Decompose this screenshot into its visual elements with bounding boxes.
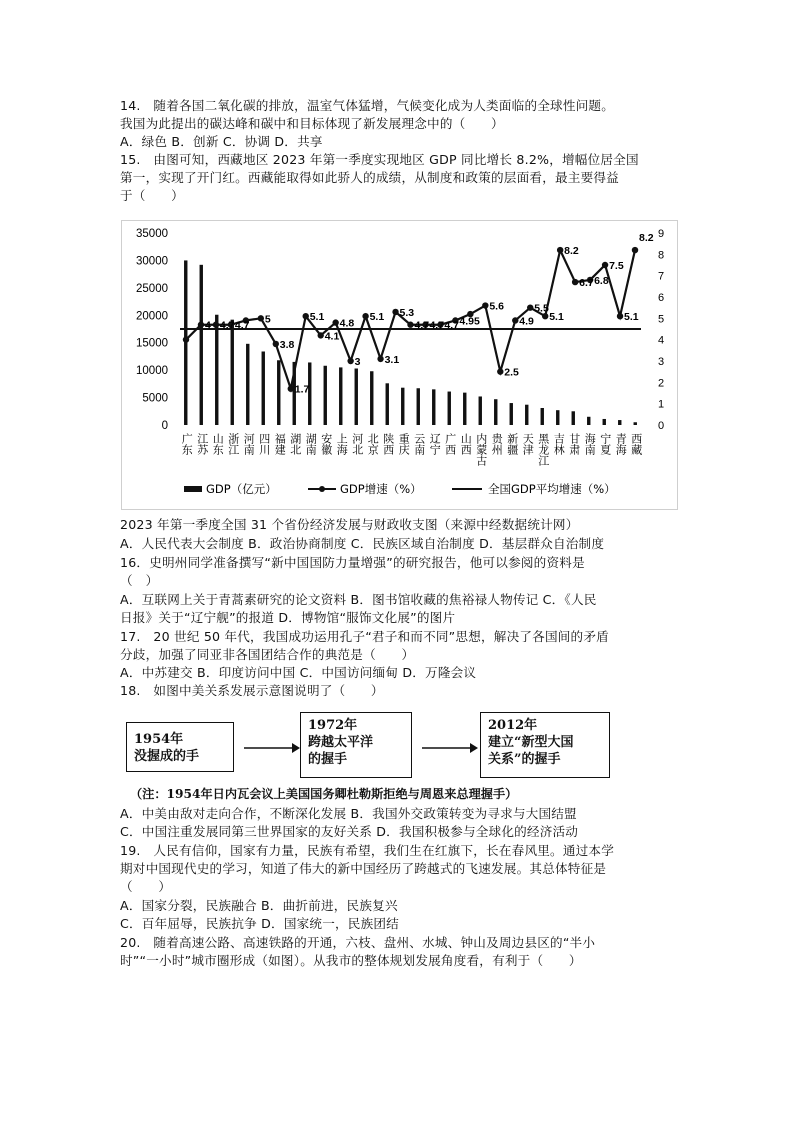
gdp-bar — [463, 393, 466, 425]
q19-option-cd: C．百年屈辱，民族抗争 D．国家统一，民族团结 — [120, 916, 399, 931]
gdp-growth-point — [407, 322, 413, 328]
gdp-growth-data-label: 4.95 — [459, 315, 480, 328]
gdp-growth-point — [318, 332, 324, 338]
y-right-tick-label: 2 — [657, 377, 665, 390]
gdp-bar — [417, 388, 420, 425]
gdp-growth-point — [273, 341, 279, 347]
gdp-chart — [121, 220, 678, 510]
category-label: 吉林 — [552, 433, 566, 455]
category-label: 北京 — [366, 433, 380, 455]
q17-line1: 17. 20 世纪 50 年代，我国成功运用孔子“君子和而不同”思想，解决了各国间的矛盾 — [120, 629, 609, 644]
legend-gdp-label: GDP（亿元） — [206, 482, 277, 496]
gdp-growth-point — [213, 322, 219, 328]
category-label: 海南 — [583, 433, 597, 455]
gdp-growth-point — [557, 247, 563, 253]
category-label: 湖北 — [288, 433, 302, 455]
category-label: 西藏 — [629, 433, 643, 455]
q17-line2: 分歧，加强了同亚非各国团结合作的典范是（ ） — [120, 647, 415, 662]
y-right-tick-label: 6 — [657, 292, 665, 304]
gdp-growth-point — [632, 247, 638, 253]
q14-line1: 14. 随着各国二氧化碳的排放，温室气体猛增，气候变化成为人类面临的全球性问题。 — [120, 98, 614, 113]
q15-options: A．人民代表大会制度 B．政治协商制度 C．民族区域自治制度 D．基层群众自治制度 — [120, 536, 605, 551]
gdp-growth-point — [497, 368, 503, 374]
gdp-bar — [277, 360, 280, 425]
q15-line3: 于（ ） — [120, 188, 184, 203]
gdp-bar — [587, 417, 590, 425]
y-right-tick-label: 0 — [657, 420, 665, 432]
flow-box-1972-text1: 跨越太平洋 — [308, 735, 374, 750]
q20-line1: 20. 随着高速公路、高速铁路的开通，六枝、盘州、水城、钟山及周边县区的“半小 — [120, 935, 596, 950]
q14-line2: 我国为此提出的碳达峰和碳中和目标体现了新发展理念中的（ ） — [120, 116, 504, 131]
gdp-growth-data-label: 5.1 — [309, 311, 325, 324]
category-label: 河北 — [350, 433, 364, 455]
category-label: 陕西 — [381, 433, 395, 455]
gdp-growth-point — [512, 317, 518, 323]
gdp-bar — [494, 399, 497, 425]
gdp-growth-point — [527, 304, 533, 310]
y-left-tick-label: 10000 — [136, 365, 168, 378]
q17-options: A．中苏建交 B．印度访问中国 C．中国访问缅甸 D．万隆会议 — [120, 665, 477, 680]
flow-box-2012 — [480, 712, 610, 778]
gdp-bar — [386, 383, 389, 425]
gdp-bar — [339, 367, 342, 425]
gdp-growth-data-label: 3 — [354, 356, 361, 368]
gdp-bar — [246, 344, 249, 425]
y-left-tick-label: 35000 — [136, 228, 168, 240]
gdp-growth-point — [183, 336, 189, 342]
y-right-tick-label: 5 — [657, 313, 665, 326]
category-label: 内蒙古 — [474, 433, 488, 466]
y-left-tick-label: 20000 — [136, 310, 168, 323]
category-label: 黑龙江 — [536, 433, 550, 466]
flow-box-2012-text1: 建立“新型大国 — [488, 735, 574, 750]
gdp-growth-point — [617, 313, 623, 319]
q15-line2: 第一，实现了开门红。西藏能取得如此骄人的成绩，从制度和政策的层面看，最主要得益 — [120, 170, 619, 185]
y-right-tick-label: 9 — [657, 228, 665, 240]
gdp-chart-svg — [122, 221, 677, 509]
q14-options: A．绿色 B．创新 C．协调 D．共享 — [120, 134, 323, 149]
gdp-growth-point — [288, 386, 294, 392]
gdp-growth-point — [392, 309, 398, 315]
category-label: 山东 — [211, 433, 225, 455]
gdp-growth-data-label: 1.7 — [294, 383, 310, 396]
gdp-bar — [262, 351, 265, 425]
y-right-tick-label: 7 — [657, 270, 665, 283]
flow-arrow-2 — [422, 742, 478, 754]
y-left-tick-label: 30000 — [136, 255, 168, 268]
category-label: 上海 — [335, 433, 349, 455]
gdp-growth-data-label: 5.1 — [549, 311, 564, 324]
category-label: 江苏 — [195, 433, 209, 455]
category-label: 四川 — [257, 433, 271, 455]
y-left-tick-label: 25000 — [136, 282, 168, 295]
gdp-bar — [215, 315, 218, 425]
gdp-growth-data-label: 8.2 — [564, 245, 579, 258]
gdp-growth-data-label: 4.9 — [519, 315, 534, 328]
gdp-growth-point — [572, 279, 578, 285]
flow-box-2012-year: 2012年 — [488, 718, 538, 733]
gdp-growth-data-label: 6.8 — [594, 274, 609, 287]
gdp-bar — [525, 405, 528, 425]
y-left-tick-label: 0 — [161, 420, 168, 432]
gdp-growth-point — [332, 319, 338, 325]
flowchart-note: （注：1954年日内瓦会议上美国国务卿杜勒斯拒绝与周恩来总理握手） — [130, 787, 518, 801]
gdp-bar — [541, 408, 544, 425]
category-label: 贵州 — [490, 433, 504, 455]
gdp-growth-data-label: 4.7 — [429, 319, 445, 332]
gdp-bar — [355, 368, 358, 425]
gdp-growth-data-label: 5.1 — [624, 311, 639, 324]
category-label: 广西 — [443, 433, 457, 455]
q19-line2: 期对中国现代史的学习，知道了伟大的新中国经历了跨越式的飞速发展。其总体特征是 — [120, 861, 607, 876]
y-right-tick-label: 4 — [657, 334, 665, 347]
legend-gdp-swatch — [184, 486, 202, 492]
gdp-bar — [432, 389, 435, 425]
gdp-bar — [572, 411, 575, 425]
category-label: 福建 — [273, 433, 287, 455]
gdp-growth-point — [362, 313, 368, 319]
y-left-tick-label: 5000 — [142, 392, 168, 405]
gdp-bar — [370, 371, 373, 425]
q19-line1: 19. 人民有信仰，国家有力量，民族有希望，我们生在红旗下，长在春风里。通过本学 — [120, 843, 614, 858]
gdp-growth-data-label: 5.3 — [399, 306, 415, 319]
chart-caption: 2023 年第一季度全国 31 个省份经济发展与财政收支图（来源中经数据统计网） — [120, 517, 579, 532]
q16-line1: 16．史明州同学准备撰写“新中国国防力量增强”的研究报告，他可以参阅的资料是 — [120, 555, 585, 570]
gdp-growth-point — [258, 315, 264, 321]
gdp-bar — [618, 420, 621, 425]
flow-box-1954 — [126, 722, 234, 772]
gdp-growth-data-label: 4.7 — [444, 319, 460, 332]
flow-box-2012-text2: 关系”的握手 — [488, 752, 561, 767]
q16-line2: （ ） — [120, 573, 159, 588]
legend-average-label: 全国GDP平均增速（%） — [488, 482, 616, 496]
gdp-growth-data-label: 8.2 — [639, 232, 654, 245]
gdp-growth-data-label: 5 — [264, 313, 271, 326]
category-label: 浙江 — [226, 433, 240, 455]
category-label: 青海 — [614, 433, 628, 455]
category-label: 河南 — [242, 433, 256, 455]
category-label: 天津 — [521, 433, 535, 455]
q18-line1: 18. 如图中美关系发展示意图说明了（ ） — [120, 683, 384, 698]
gdp-growth-data-label: 6.7 — [579, 277, 594, 290]
category-label: 山西 — [459, 433, 473, 455]
y-right-tick-label: 1 — [657, 398, 665, 411]
category-label: 宁夏 — [598, 433, 612, 455]
gdp-bar — [479, 396, 482, 425]
q18-option-ab: A．中美由敌对走向合作，不断深化发展 B．我国外交政策转变为寻求与大国结盟 — [120, 806, 577, 821]
gdp-growth-point — [347, 358, 353, 364]
flow-box-1954-text: 没握成的手 — [134, 749, 200, 764]
legend-growth-marker — [319, 486, 325, 492]
gdp-growth-point — [482, 302, 488, 308]
flow-box-1954-year: 1954年 — [134, 732, 184, 747]
legend-growth-label: GDP增速（%） — [340, 482, 422, 496]
q15-line1: 15. 由图可知，西藏地区 2023 年第一季度实现地区 GDP 同比增长 8.2%，增幅位居全国 — [120, 152, 639, 167]
gdp-growth-line — [186, 250, 635, 389]
gdp-growth-data-label: 5.1 — [369, 311, 385, 324]
category-label: 重庆 — [397, 433, 411, 455]
gdp-bar — [603, 419, 606, 425]
q18-option-cd: C．中国注重发展同第三世界国家的友好关系 D．我国积极参与全球化的经济活动 — [120, 824, 579, 839]
y-right-tick-label: 3 — [657, 356, 665, 368]
gdp-bar — [324, 366, 327, 425]
gdp-growth-data-label: 4 — [204, 319, 211, 332]
gdp-bar — [231, 320, 234, 425]
gdp-growth-point — [198, 322, 204, 328]
category-label: 湖南 — [304, 433, 318, 455]
q20-line2: 时”“一小时”城市圈形成（如图）。从我市的整体规划发展角度看，有利于（ ） — [120, 953, 582, 968]
gdp-growth-data-label: 4.8 — [339, 317, 355, 330]
gdp-growth-data-label: 4.1 — [324, 330, 340, 343]
flow-box-1972 — [300, 712, 412, 778]
gdp-growth-data-label: 5.6 — [489, 300, 504, 313]
gdp-growth-data-label: 4.7 — [219, 319, 235, 332]
q19-line3: （ ） — [120, 879, 172, 894]
category-label: 新疆 — [505, 433, 519, 455]
q16-line4: 日报》关于“辽宁舰”的报道 D．博物馆“服饰文化展”的图片 — [120, 610, 456, 625]
gdp-growth-data-label: 2.5 — [504, 366, 519, 379]
gdp-growth-point — [377, 356, 383, 362]
gdp-growth-data-label: 3.1 — [384, 353, 400, 366]
gdp-bar — [634, 422, 637, 425]
category-label: 云南 — [412, 433, 426, 455]
gdp-growth-data-label: 4.7 — [414, 319, 430, 332]
category-label: 甘肃 — [567, 433, 581, 455]
flow-arrow-1 — [244, 742, 300, 754]
gdp-growth-data-label: 5.5 — [534, 302, 549, 315]
q19-option-ab: A．国家分裂，民族融合 B．曲折前进，民族复兴 — [120, 898, 398, 913]
flow-box-1972-year: 1972年 — [308, 718, 358, 733]
y-right-tick-label: 8 — [657, 249, 665, 262]
y-left-tick-label: 15000 — [136, 337, 168, 350]
gdp-growth-point — [303, 313, 309, 319]
gdp-growth-data-label: 3.8 — [279, 338, 295, 351]
category-label: 辽宁 — [428, 433, 442, 455]
gdp-growth-point — [602, 262, 608, 268]
gdp-bar — [556, 410, 559, 425]
category-label: 广东 — [180, 433, 194, 455]
flow-box-1972-text2: 的握手 — [308, 752, 348, 767]
q16-line3: A．互联网上关于青蒿素研究的论文资料 B．图书馆收藏的焦裕禄人物传记 C．《人民 — [120, 592, 597, 607]
gdp-bar — [510, 403, 513, 425]
gdp-bar — [448, 392, 451, 425]
gdp-bar — [200, 265, 203, 425]
category-label: 安徽 — [319, 433, 333, 455]
gdp-bar — [401, 388, 404, 425]
gdp-growth-data-label: 7.5 — [609, 260, 624, 272]
gdp-growth-data-label: 4.7 — [234, 319, 250, 332]
